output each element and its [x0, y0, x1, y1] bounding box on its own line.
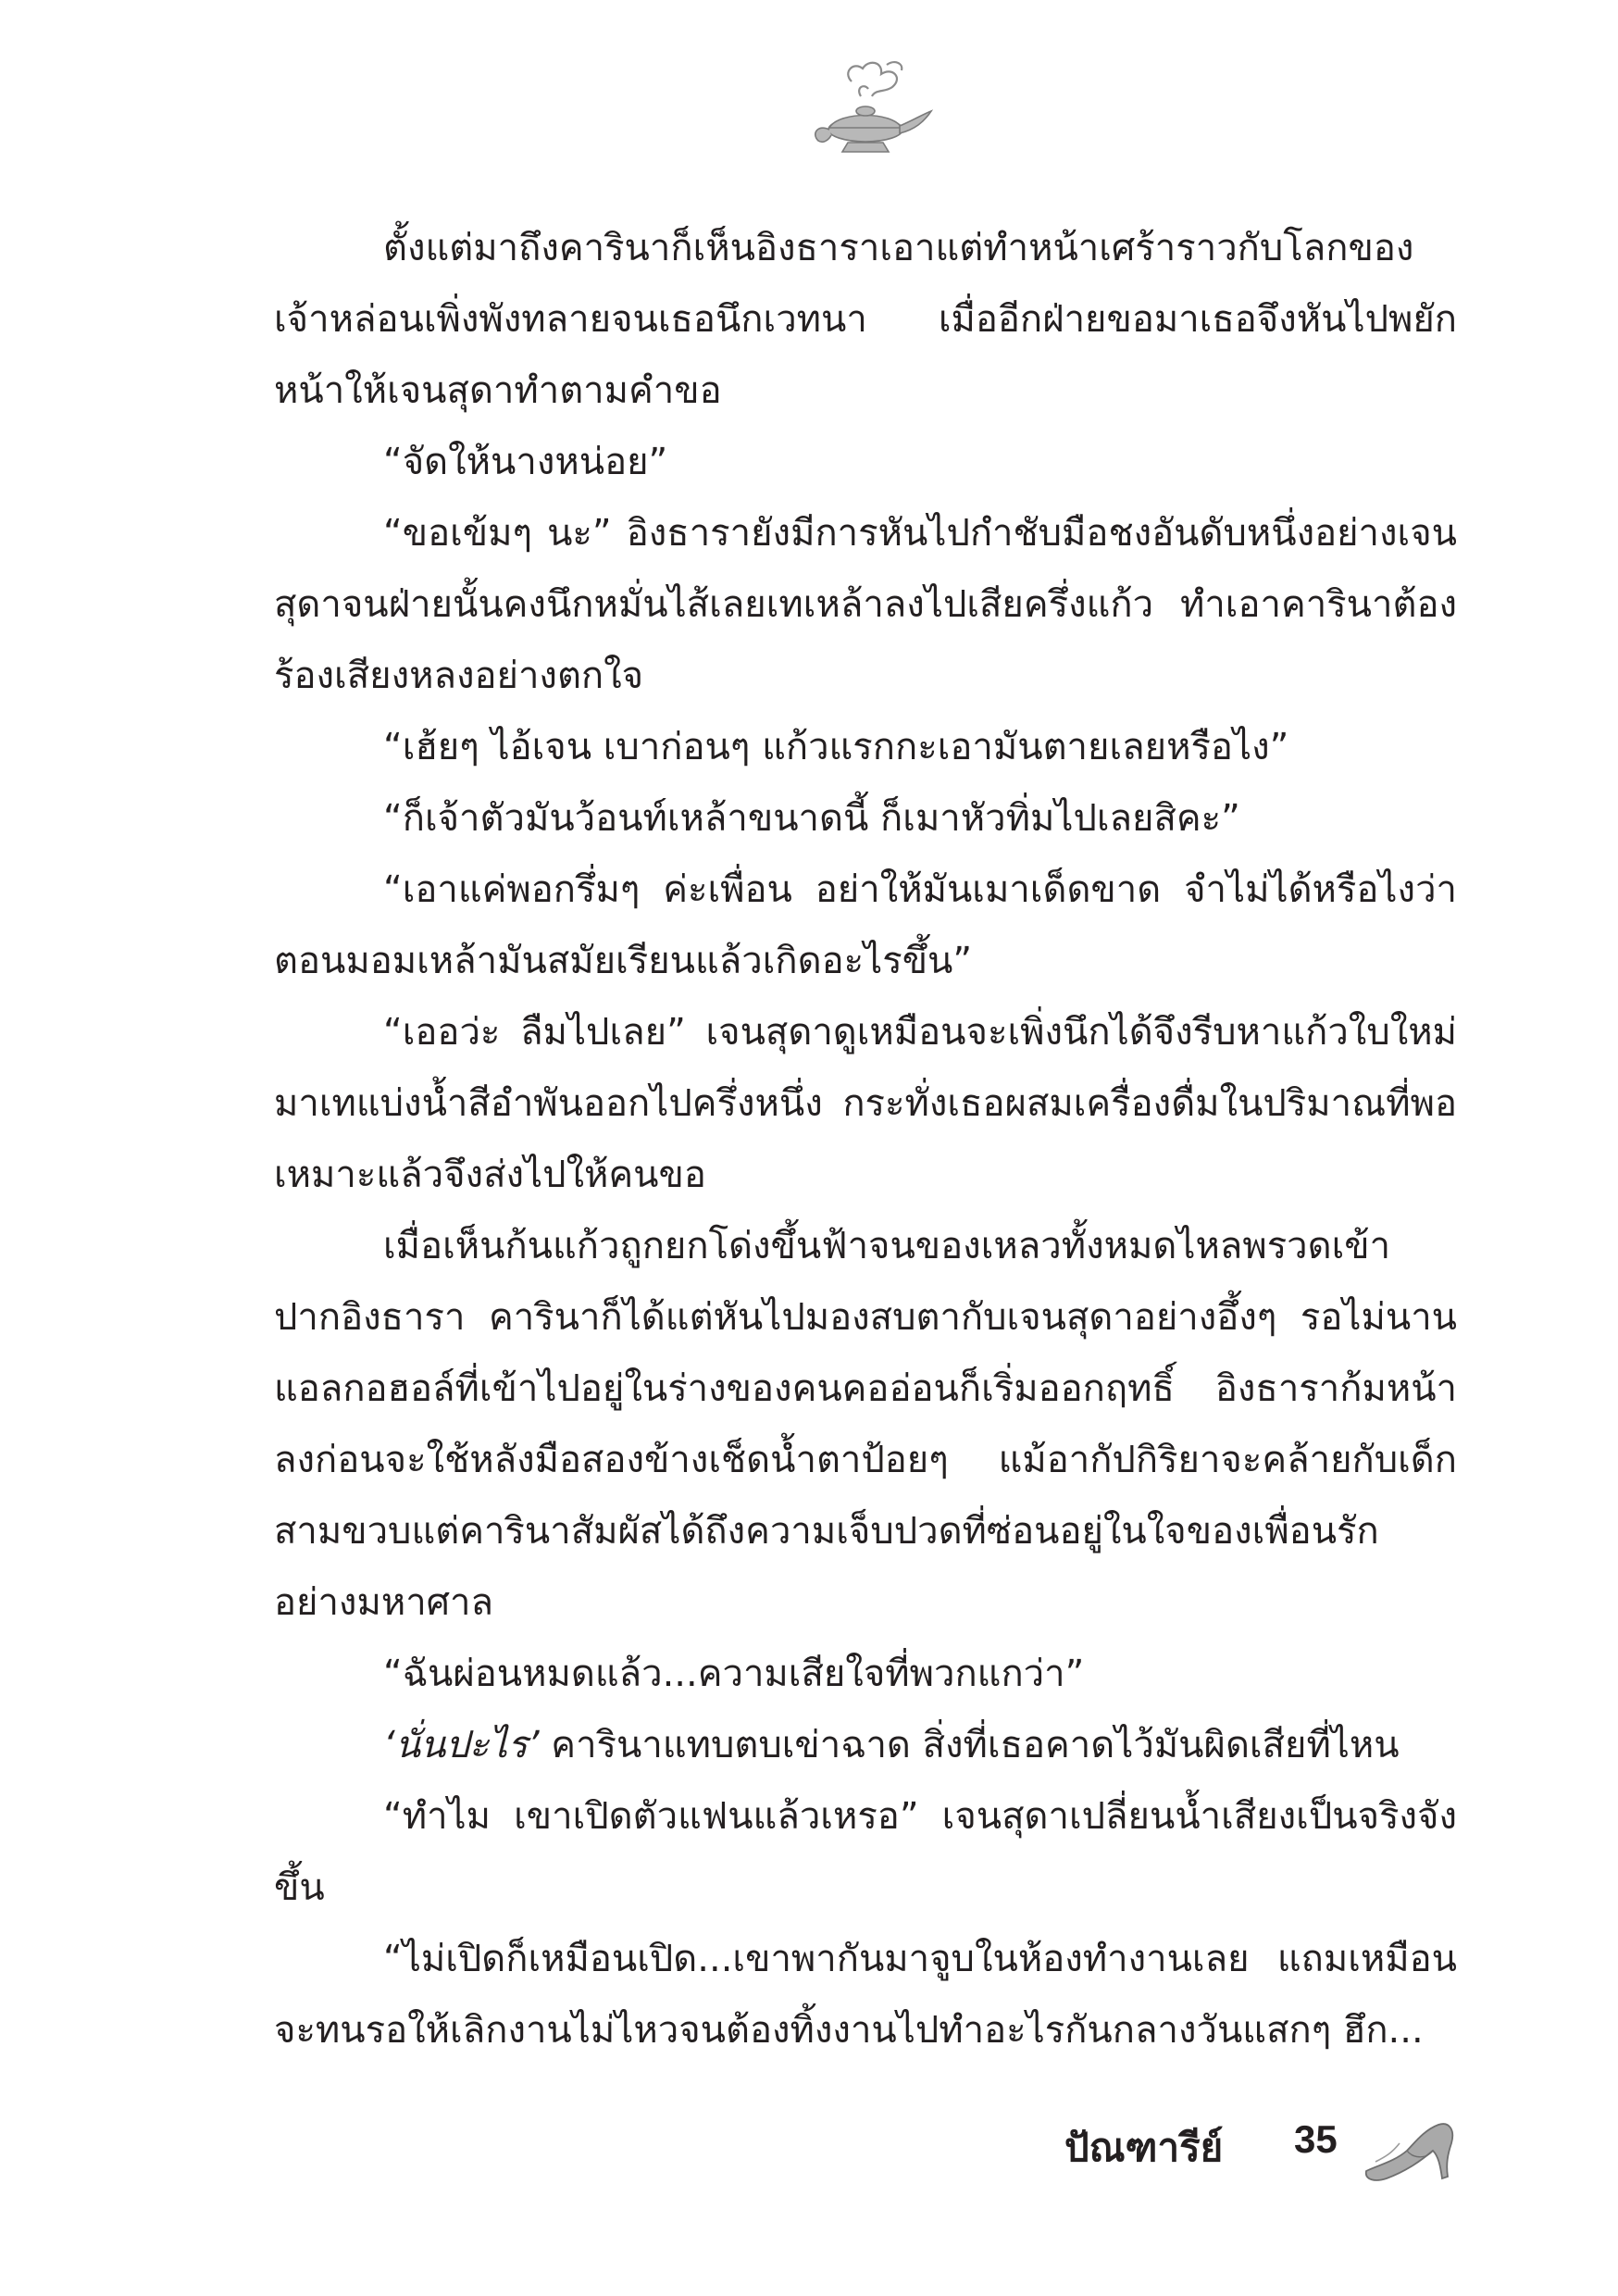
paragraph: [274, 498, 1457, 712]
paragraph: [274, 1924, 1457, 2066]
page-number: 35: [1294, 2117, 1338, 2161]
paragraph-text: คารินาแทบตบเข่าฉาด สิ่งที่เธอคาดไว้มันผิดเสียที่ไหน: [539, 1724, 1400, 1766]
paragraph-text: “จัดให้นางหน่อย”: [383, 441, 668, 483]
paragraph-text: “ขอเข้มๆ นะ” อิงธารายังมีการหันไปกำชับมือชงอันดับหนึ่งอย่างเจนสุดาจนฝ่ายนั้นคงนึกหมั่นไส้เลยเทเหล้าลงไปเสียครึ่งแก้ว ทำเอาคารินาต้องร้องเสียงหลงอย่างตกใจ: [274, 512, 1457, 697]
paragraph: [274, 997, 1457, 1211]
paragraph: [274, 1211, 1457, 1639]
author-name: ปัณฑารีย์: [1064, 2125, 1224, 2170]
paragraph-text: “เออว่ะ ลืมไปเลย” เจนสุดาดูเหมือนจะเพิ่งนึกได้จึงรีบหาแก้วใบใหม่มาเทแบ่งน้ำสีอำพันออกไปครึ่งหนึ่ง กระทั่งเธอผสมเครื่องดื่มในปริมาณที่พอเหมาะแล้วจึงส่งไปให้คนขอ: [274, 1011, 1457, 1196]
page-footer: [1064, 2106, 1490, 2199]
paragraph-text: “ก็เจ้าตัวมันว้อนท์เหล้าขนาดนี้ ก็เมาหัวทิ่มไปเลยสิคะ”: [383, 797, 1240, 840]
paragraph: [274, 427, 1457, 498]
paragraph: [274, 1781, 1457, 1924]
italic-phrase: ‘นั่นปะไร’: [383, 1724, 540, 1766]
paragraph-text: “เฮ้ยๆ ไอ้เจน เบาก่อนๆ แก้วแรกกะเอามันตายเลยหรือไง”: [383, 726, 1289, 768]
high-heel-shoe-icon: [1359, 2106, 1461, 2190]
genie-lamp-icon: [796, 56, 935, 167]
paragraph: [274, 855, 1457, 997]
paragraph: [274, 712, 1457, 783]
paragraph: [274, 1710, 1457, 1781]
paragraph: [274, 213, 1457, 427]
paragraph-text: เมื่อเห็นก้นแก้วถูกยกโด่งขึ้นฟ้าจนของเหลวทั้งหมดไหลพรวดเข้าปากอิงธารา คารินาก็ได้แต่หันไปมองสบตากับเจนสุดาอย่างอึ้งๆ รอไม่นานแอลกอฮอล์ที่เข้าไปอยู่ในร่างของคนคออ่อนก็เริ่มออกฤทธิ์ อิงธาราก้มหน้าลงก่อนจะใช้หลังมือสองข้างเช็ดน้ำตาป้อยๆ แม้อากัปกิริยาจะคล้ายกับเด็กสามขวบแต่คารินาสัมผัสได้ถึงความเจ็บปวดที่ซ่อนอยู่ในใจของเพื่อนรักอย่างมหาศาล: [274, 1225, 1457, 1624]
body-text: [274, 213, 1457, 2066]
paragraph-text: “เอาแค่พอกรึ่มๆ ค่ะเพื่อน อย่าให้มันเมาเด็ดขาด จำไม่ได้หรือไงว่าตอนมอมเหล้ามันสมัยเรียนแล้วเกิดอะไรขึ้น”: [274, 868, 1457, 982]
paragraph-text: “ทำไม เขาเปิดตัวแฟนแล้วเหรอ” เจนสุดาเปลี่ยนน้ำเสียงเป็นจริงจังขึ้น: [274, 1795, 1457, 1909]
paragraph-text: “ฉันผ่อนหมดแล้ว...ความเสียใจที่พวกแกว่า”: [383, 1653, 1085, 1695]
paragraph: [274, 783, 1457, 855]
paragraph: [274, 1639, 1457, 1710]
paragraph-text: ตั้งแต่มาถึงคารินาก็เห็นอิงธาราเอาแต่ทำหน้าเศร้าราวกับโลกของเจ้าหล่อนเพิ่งพังทลายจนเธอนึกเวทนา เมื่ออีกฝ่ายขอมาเธอจึงหันไปพยักหน้าให้เจนสุดาทำตามคำขอ: [274, 227, 1457, 412]
paragraph-text: “ไม่เปิดก็เหมือนเปิด...เขาพากันมาจูบในห้องทำงานเลย แถมเหมือนจะทนรอให้เลิกงานไม่ไหวจนต้องทิ้งงานไปทำอะไรกันกลางวันแสกๆ ฮึก...: [274, 1938, 1457, 2052]
